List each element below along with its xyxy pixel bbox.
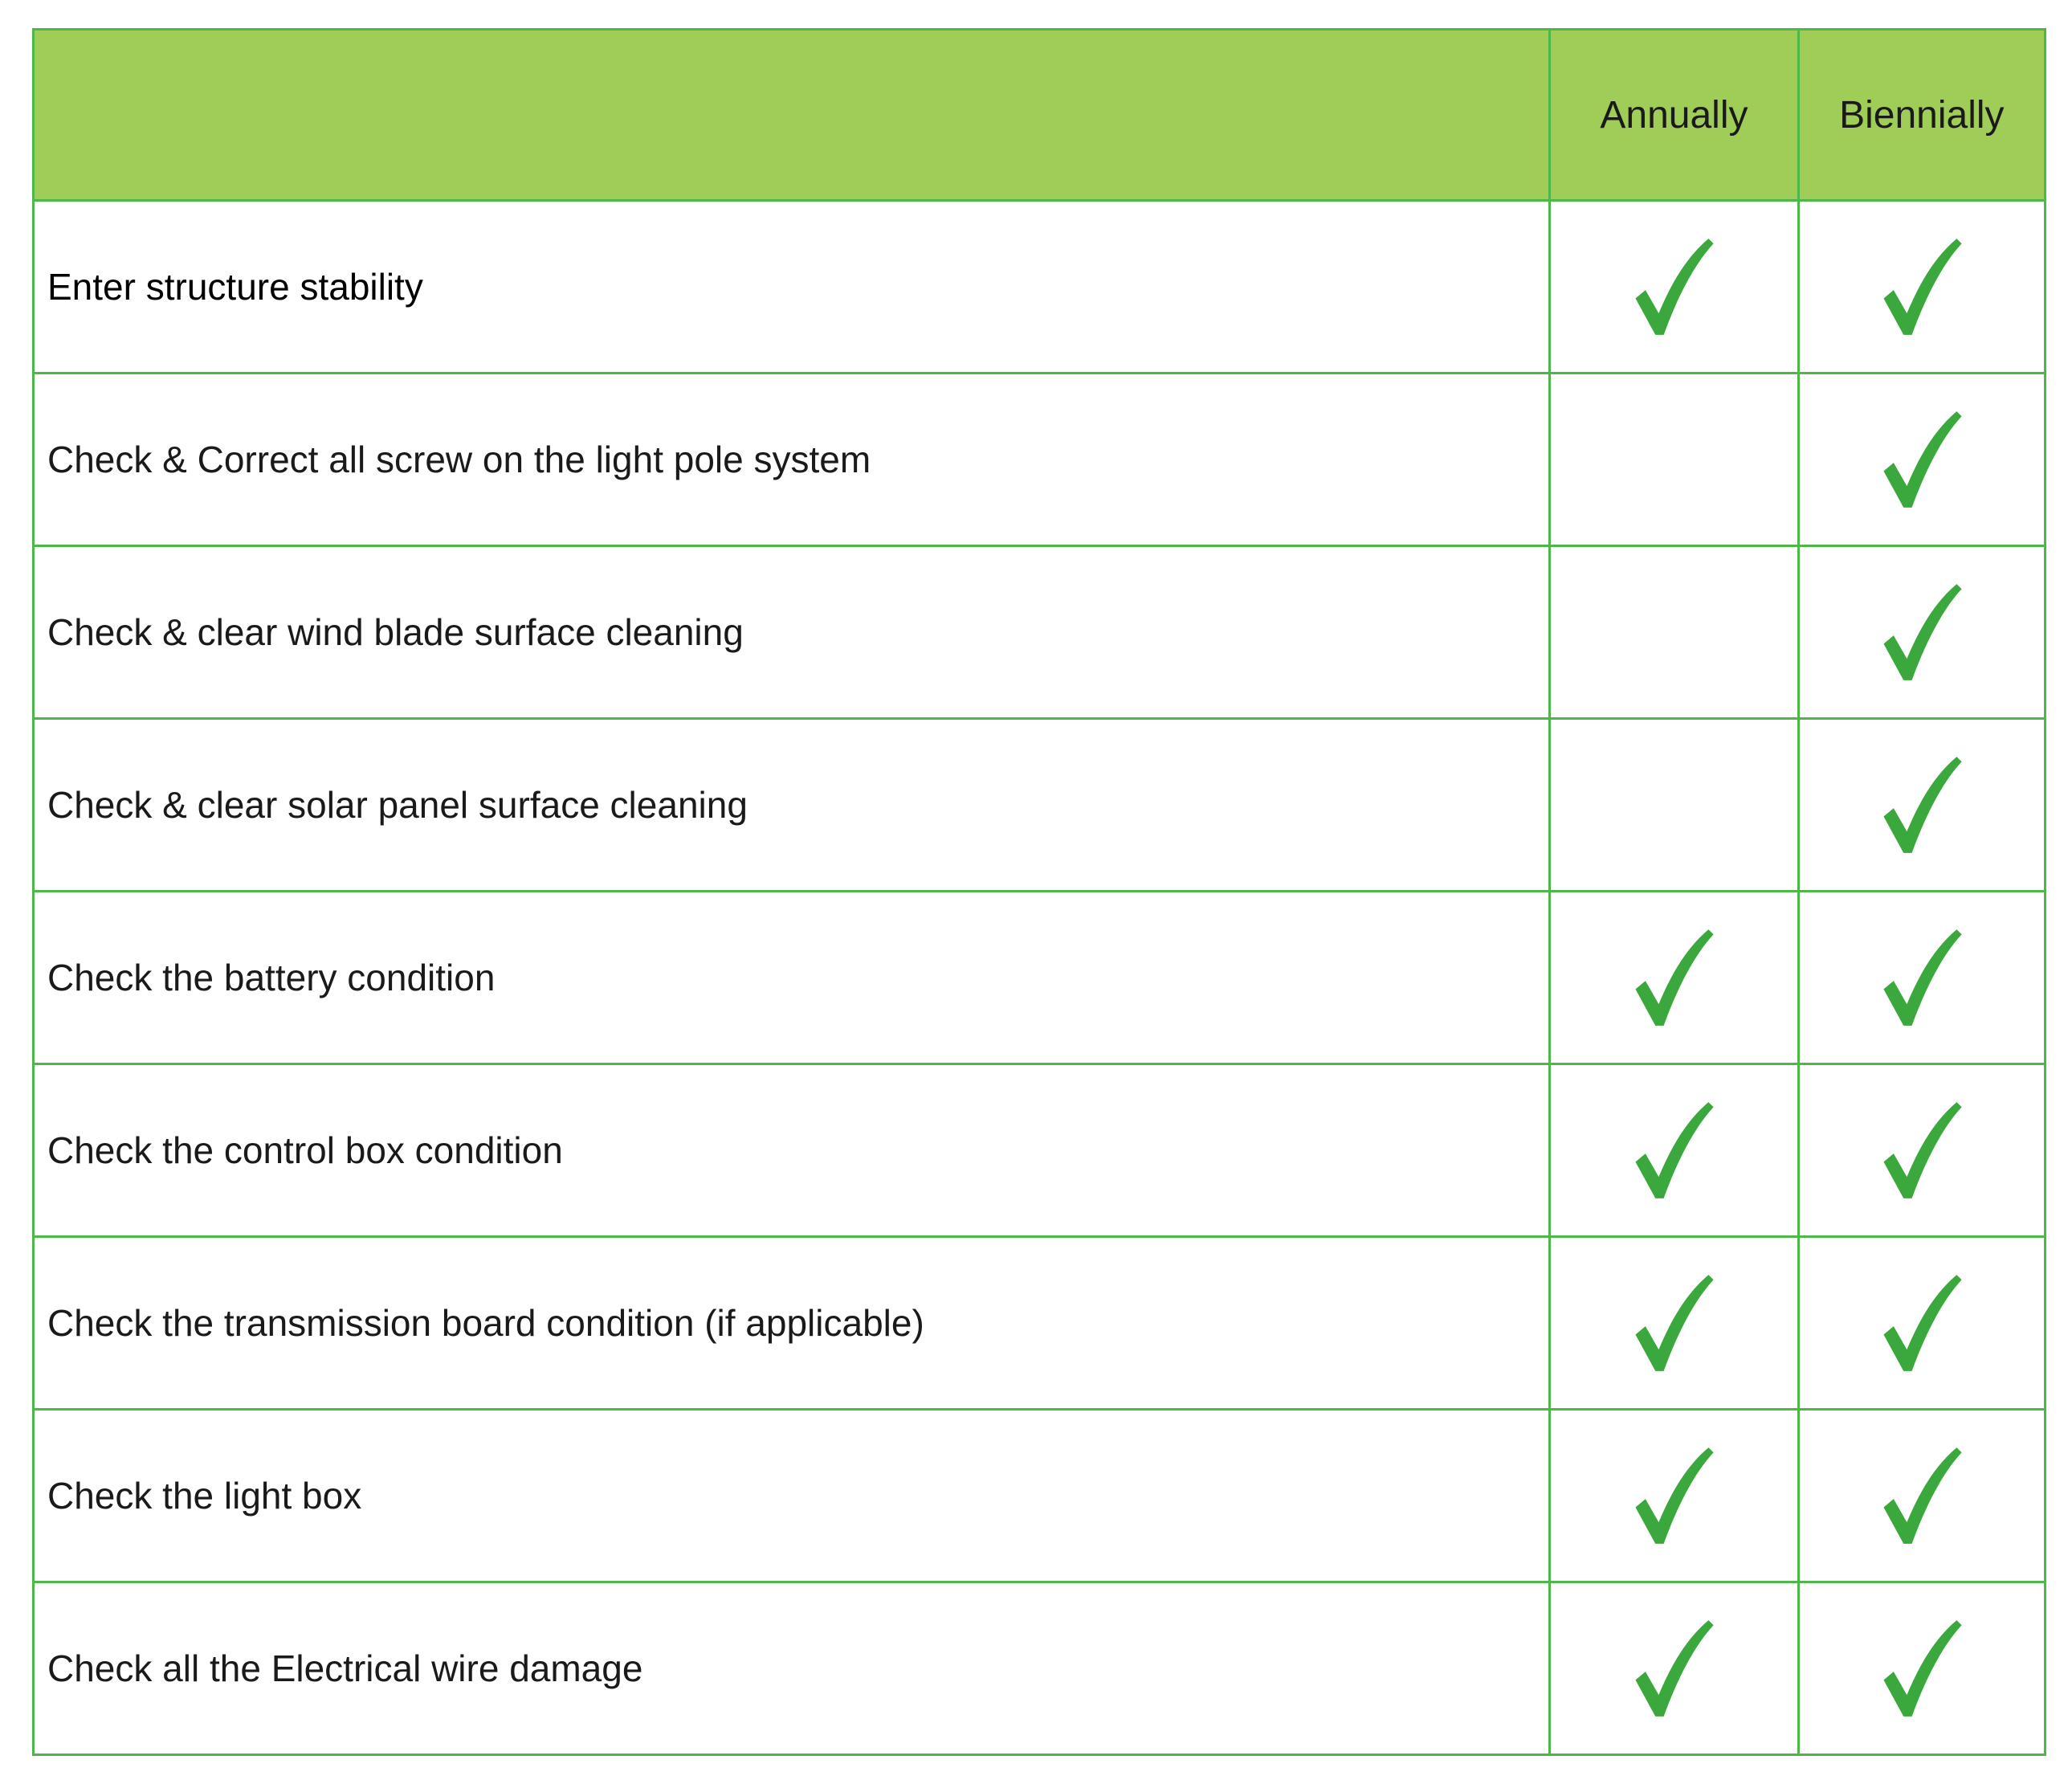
biennially-cell (1798, 1582, 2045, 1755)
annually-cell (1550, 1410, 1798, 1582)
annually-cell (1550, 1237, 1798, 1410)
table-row (34, 546, 2045, 719)
task-label: Check the light box (34, 1410, 1550, 1582)
annually-cell (1550, 1064, 1798, 1237)
table-row (34, 892, 2045, 1064)
checkmark-icon (1880, 582, 1964, 682)
checkmark-icon (1880, 237, 1964, 337)
task-label: Check & clear solar panel surface cleaning (34, 719, 1550, 892)
checkmark-icon (1632, 1100, 1715, 1200)
biennially-cell (1798, 546, 2045, 719)
table-row (34, 719, 2045, 892)
header-annually: Annually (1550, 30, 1798, 201)
checkmark-icon (1632, 1273, 1715, 1373)
table-row (34, 1582, 2045, 1755)
table-row (34, 1064, 2045, 1237)
table-row (34, 1410, 2045, 1582)
table-row (34, 1237, 2045, 1410)
task-label: Check the control box condition (34, 1064, 1550, 1237)
biennially-cell (1798, 1064, 2045, 1237)
checkmark-icon (1880, 1619, 1964, 1718)
checkmark-icon (1632, 928, 1715, 1027)
biennially-cell (1798, 1237, 2045, 1410)
task-label: Check all the Electrical wire damage (34, 1582, 1550, 1755)
checkmark-icon (1880, 1446, 1964, 1545)
annually-cell (1550, 1582, 1798, 1755)
task-label: Check & clear wind blade surface cleaning (34, 546, 1550, 719)
task-label: Check the transmission board condition (if applicable) (34, 1237, 1550, 1410)
checkmark-icon (1880, 1273, 1964, 1373)
annually-cell (1550, 546, 1798, 719)
table-row (34, 201, 2045, 374)
checkmark-icon (1880, 410, 1964, 509)
biennially-cell (1798, 892, 2045, 1064)
annually-cell (1550, 719, 1798, 892)
task-label: Check & Correct all screw on the light pole system (34, 374, 1550, 546)
biennially-cell (1798, 201, 2045, 374)
biennially-cell (1798, 719, 2045, 892)
checkmark-icon (1632, 237, 1715, 337)
checkmark-icon (1632, 1446, 1715, 1545)
biennially-cell (1798, 374, 2045, 546)
task-label: Check the battery condition (34, 892, 1550, 1064)
checkmark-icon (1880, 1100, 1964, 1200)
annually-cell (1550, 374, 1798, 546)
annually-cell (1550, 201, 1798, 374)
biennially-cell (1798, 1410, 2045, 1582)
header-task (34, 30, 1550, 201)
annually-cell (1550, 892, 1798, 1064)
maintenance-schedule-table (32, 28, 2046, 1756)
checkmark-icon (1880, 755, 1964, 855)
header-biennially: Biennially (1798, 30, 2045, 201)
checkmark-icon (1880, 928, 1964, 1027)
header-row (34, 30, 2045, 201)
task-label: Enter structure stability (34, 201, 1550, 374)
checkmark-icon (1632, 1619, 1715, 1718)
table-row (34, 374, 2045, 546)
